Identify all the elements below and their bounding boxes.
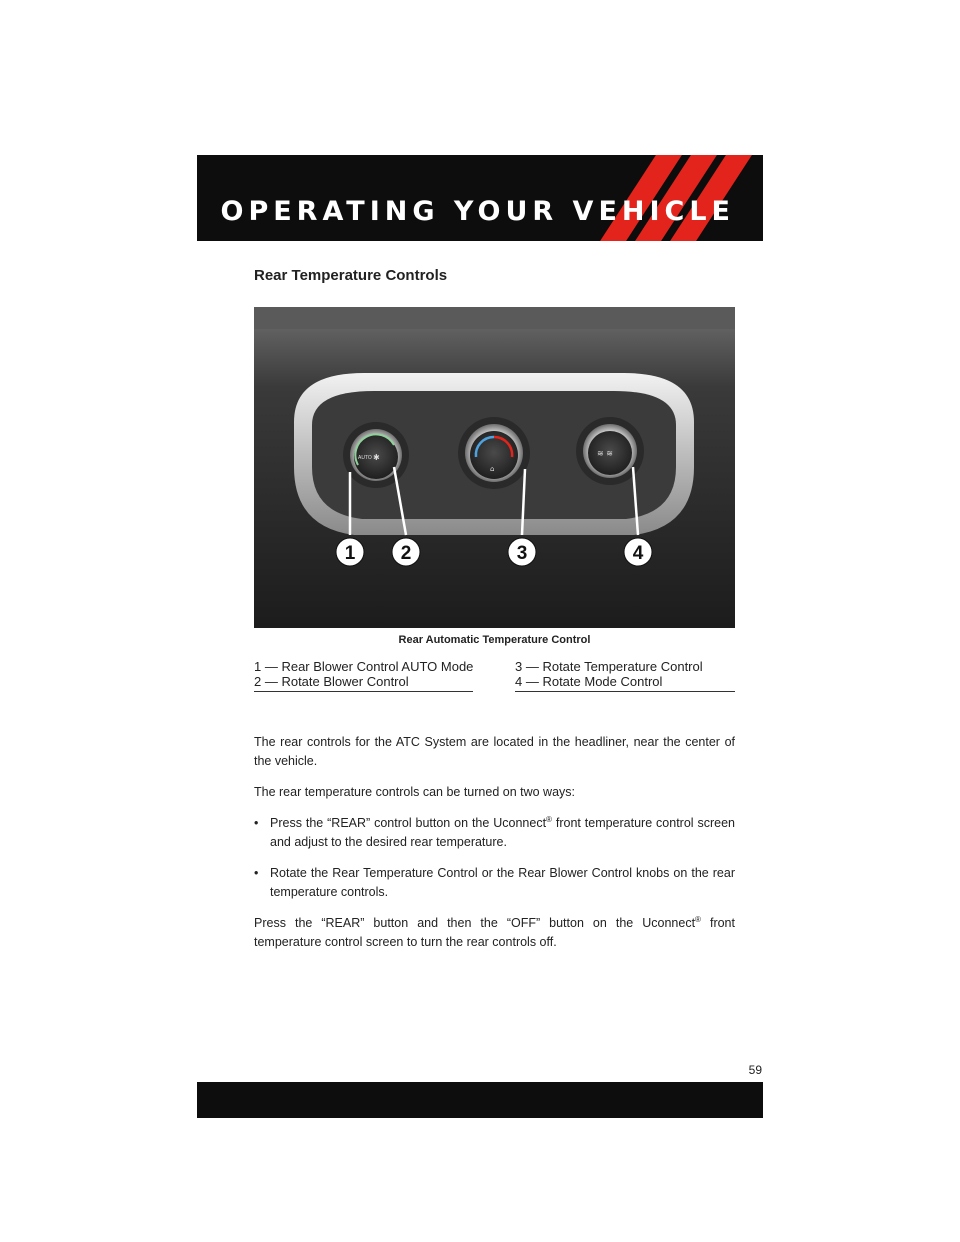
legend-item-1: 1 — Rear Blower Control AUTO Mode: [254, 659, 474, 674]
callout-3: 3: [516, 543, 528, 564]
figure-caption: Rear Automatic Temperature Control: [398, 634, 591, 646]
section-title: OPERATING YOUR VEHICLE: [220, 196, 735, 227]
blower-knob: [343, 422, 409, 488]
registered-mark: ®: [695, 914, 701, 924]
bullet-item-knobs: [254, 864, 735, 902]
bullet-marker: •: [254, 816, 259, 830]
callout-marker-3: [508, 538, 536, 566]
paragraph-3-text-start: Press the “REAR” button and then the “OFF” button on the Uconnect: [254, 916, 696, 930]
callout-1: 1: [344, 543, 356, 564]
headliner-top-band: [254, 307, 735, 329]
legend-item-4: 4 — Rotate Mode Control: [515, 674, 663, 689]
callout-marker-4: [624, 538, 652, 566]
paragraph-ways-intro: The rear temperature controls can be turned on two ways:: [254, 785, 575, 799]
section-header-bar: [197, 155, 763, 241]
paragraph-turn-off: [254, 914, 735, 952]
figure-legend-left: [254, 659, 473, 692]
page-heading: Rear Temperature Controls: [254, 267, 448, 284]
page-number: 59: [748, 1063, 762, 1077]
mode-airflow-icon: ≋ ≋: [597, 449, 613, 458]
footer-bar: [197, 1082, 763, 1118]
rear-temperature-control-figure: [254, 307, 735, 628]
knob-auto-label: AUTO: [358, 455, 372, 461]
callout-4: 4: [632, 543, 644, 564]
legend-item-3: 3 — Rotate Temperature Control: [515, 659, 703, 674]
paragraph-location: The rear controls for the ATC System are located in the headliner, near the center of the vehicle.: [254, 735, 735, 768]
callout-2: 2: [400, 543, 412, 564]
callout-marker-1: [336, 538, 364, 566]
body-text: [254, 733, 735, 964]
rear-control-illustration: [254, 307, 735, 628]
temperature-knob: [458, 417, 530, 489]
bullet-marker: •: [254, 866, 259, 880]
paragraph-3-text-end: front temperature control screen to turn the rear controls off.: [254, 916, 735, 949]
figure-legend-right: [515, 659, 735, 692]
fan-icon: ✱: [373, 453, 380, 462]
callout-marker-2: [392, 538, 420, 566]
registered-mark: ®: [546, 814, 552, 824]
legend-item-2: 2 — Rotate Blower Control: [254, 674, 409, 689]
bullet-2-text: Rotate the Rear Temperature Control or the Rear Blower Control knobs on the rear temperature controls.: [270, 866, 735, 899]
bullet-item-uconnect: [254, 814, 735, 852]
lock-icon: ⌂: [490, 465, 495, 473]
bullet-1-text-start: Press the “REAR” control button on the Uconnect: [270, 816, 547, 830]
bullet-1-text-end: front temperature control screen and adjust to the desired rear temperature.: [270, 816, 735, 849]
